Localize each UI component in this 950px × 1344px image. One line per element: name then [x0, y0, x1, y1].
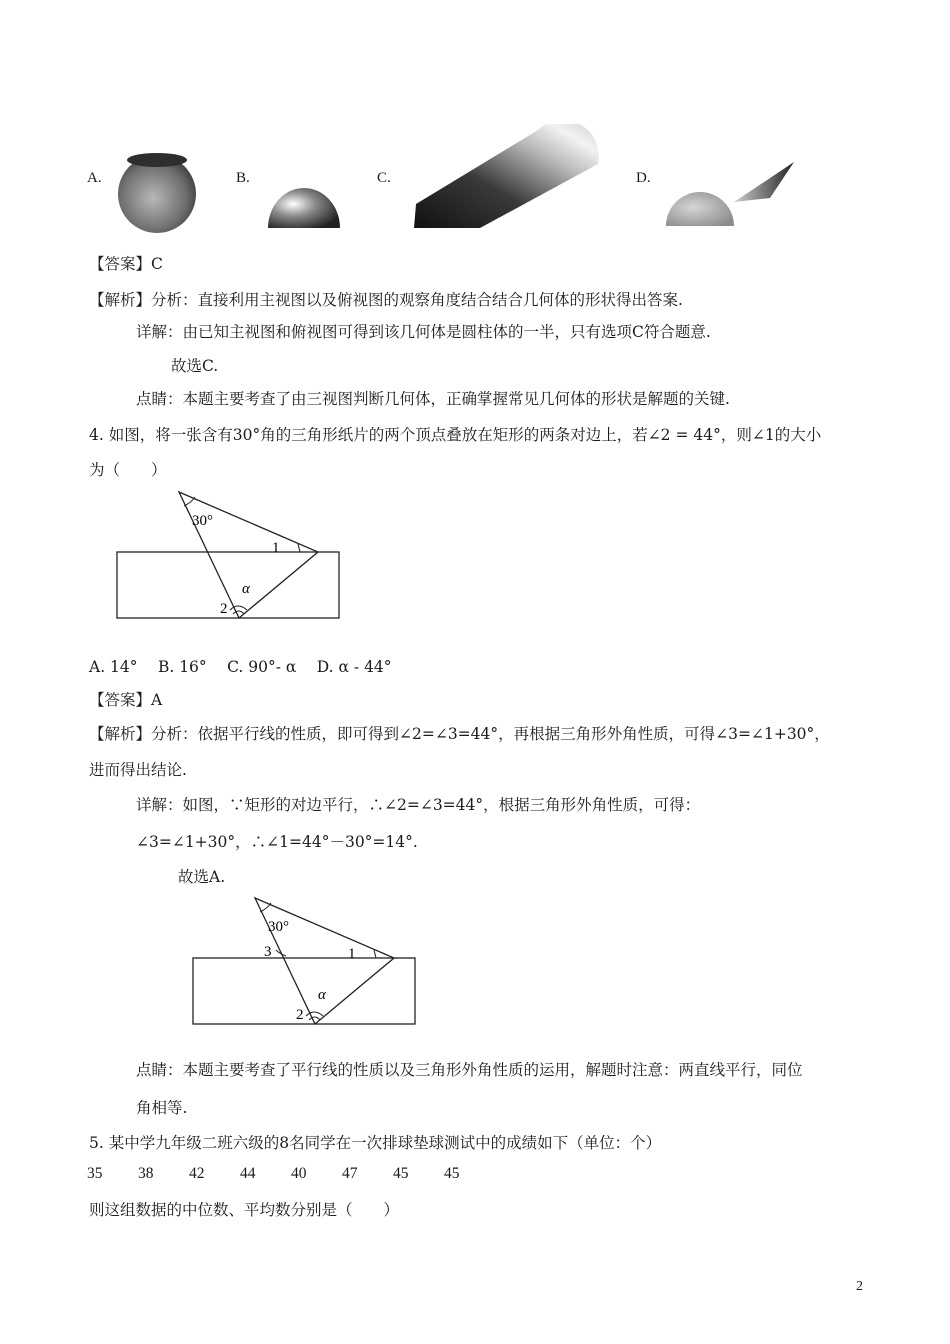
q4-analysis-line1: 【解析】分析：依据平行线的性质，即可得到∠2=∠3=44°，再根据三角形外角性质，可得∠3=∠1+30°， — [89, 725, 830, 743]
angle-2-label: 2 — [296, 1007, 304, 1023]
score-item: 42 — [189, 1165, 205, 1182]
score-item: 45 — [444, 1165, 460, 1182]
q5-question: 则这组数据的中位数、平均数分别是（ ） — [89, 1201, 400, 1219]
score-item: 35 — [87, 1165, 103, 1182]
q4-stem-line1: 4. 如图，将一张含有30°角的三角形纸片的两个顶点叠放在矩形的两条对边上，若∠2 = 44°，则∠1的大小 — [89, 426, 822, 444]
option-b-label: B. — [236, 170, 250, 186]
half-cylinder-shape — [410, 124, 610, 234]
angle-30-label: 30° — [268, 919, 289, 935]
score-item: 47 — [342, 1165, 358, 1182]
hemisphere-shape — [264, 182, 344, 230]
score-item: 40 — [291, 1165, 307, 1182]
q5-scores — [87, 1165, 495, 1183]
option-a-label: A. — [87, 170, 102, 186]
score-item: 44 — [240, 1165, 256, 1182]
sphere-shape — [112, 146, 204, 236]
q4-options: A. 14° B. 16° C. 90°- α D. α - 44° — [89, 658, 392, 676]
angle-2-label: 2 — [220, 601, 228, 617]
q5-stem: 5. 某中学九年级二班六级的8名同学在一次排球垫球测试中的成绩如下（单位：个） — [89, 1134, 662, 1152]
q3-analysis: 【解析】分析：直接利用主视图以及俯视图的观察角度结合结合几何体的形状得出答案. — [89, 291, 683, 309]
angle-30-label: 30° — [192, 513, 213, 529]
q4-choose: 故选A. — [178, 868, 226, 886]
score-item: 45 — [393, 1165, 409, 1182]
q4-analysis-line2: 进而得出结论. — [89, 761, 187, 779]
triangle — [255, 898, 394, 1024]
page-number: 2 — [856, 1279, 863, 1294]
q3-choose: 故选C. — [171, 357, 219, 375]
triangle — [179, 492, 318, 618]
q4-comment-line2: 角相等. — [136, 1099, 188, 1117]
q4-figure — [112, 488, 346, 624]
option-d-label: D. — [636, 170, 651, 186]
q4-comment-line1: 点睛：本题主要考查了平行线的性质以及三角形外角性质的运用，解题时注意：两直线平行，同位 — [136, 1061, 803, 1079]
cone-hemisphere-shape — [660, 158, 800, 230]
angle-3-label: 3 — [264, 944, 272, 960]
angle-1-label: 1 — [348, 946, 356, 962]
score-item: 38 — [138, 1165, 154, 1182]
q3-comment: 点睛：本题主要考查了由三视图判断几何体，正确掌握常见几何体的形状是解题的关键. — [136, 390, 730, 408]
angle-1-label: 1 — [272, 540, 280, 556]
q3-detail: 详解：由已知主视图和俯视图可得到该几何体是圆柱体的一半，只有选项C符合题意. — [136, 323, 711, 341]
q4-solution-figure — [188, 894, 422, 1030]
q4-answer: 【答案】A — [89, 691, 163, 709]
option-c-label: C. — [377, 170, 391, 186]
q4-detail-line2: ∠3=∠1+30°，∴∠1=44°－30°=14°. — [136, 833, 418, 851]
alpha-label: α — [318, 987, 326, 1003]
alpha-label: α — [242, 581, 250, 597]
q4-stem-line2: 为（ ） — [89, 461, 167, 479]
q3-answer: 【答案】C — [89, 255, 163, 273]
q4-detail-line1: 详解：如图，∵矩形的对边平行，∴∠2=∠3=44°，根据三角形外角性质，可得： — [136, 796, 701, 814]
